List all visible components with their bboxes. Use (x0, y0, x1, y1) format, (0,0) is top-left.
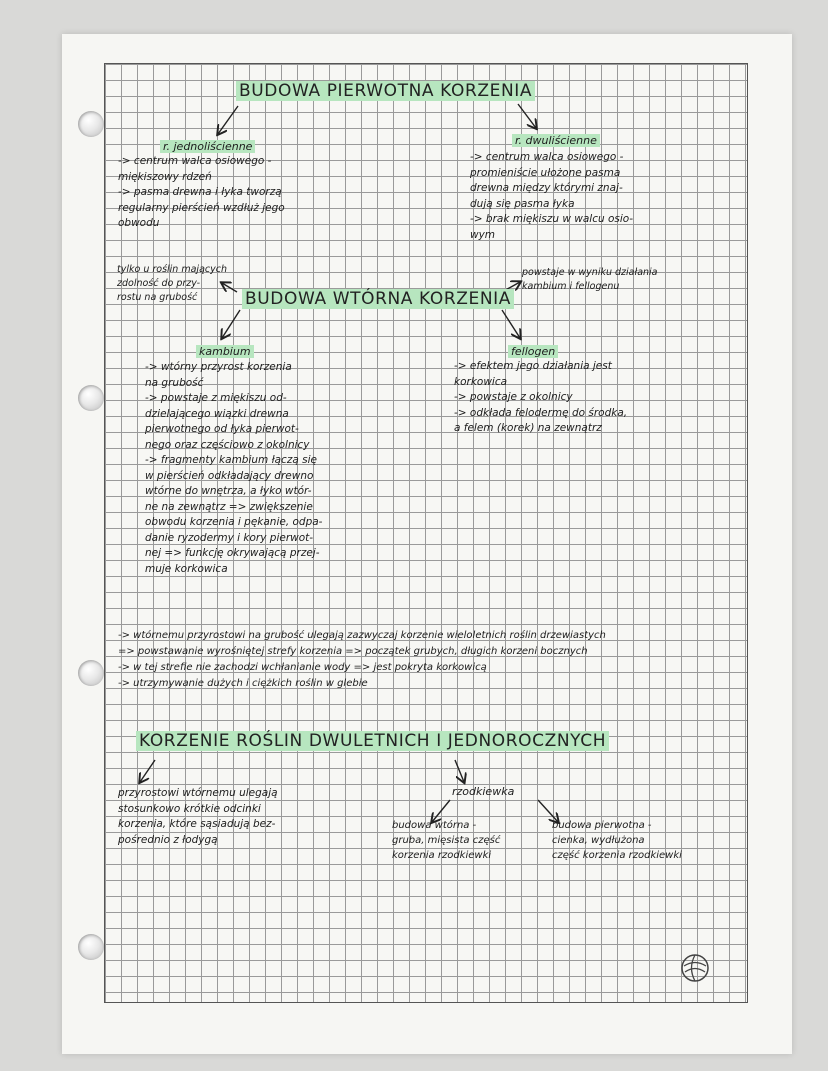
fellogen-heading: fellogen (508, 345, 558, 358)
globe-logo-icon (680, 953, 710, 983)
arrow-to-dicots (518, 104, 536, 128)
monocots-heading: r. jednoliścienne (160, 140, 255, 153)
note-thickening-plants: tylko u roślin mających zdolność do przy- rostu na grubość (117, 264, 227, 303)
note-cambium-fellogen: powstaje w wyniku działania kambium i fellogenu (522, 267, 658, 292)
arrow-to-secondary-growth (140, 760, 155, 782)
radish-heading: rzodkiewka (452, 785, 515, 798)
cambium-heading: kambium (196, 345, 254, 358)
arrow-to-cambium (222, 310, 240, 338)
title-primary-root: BUDOWA PIERWOTNA KORZENIA (236, 81, 535, 101)
arrow-to-monocots (218, 106, 238, 134)
dicots-body: -> centrum walca osiowego - promieniście ułożone pasma drewna między którymi znaj- dują się pasma łyka -> brak miękiszu w walcu osio- wym (470, 151, 633, 241)
fellogen-body: -> efektem jego działania jest korkowica -> powstaje z okolnicy -> odkłada felodermę do środka, a felem (korek) na zewnątrz (454, 360, 628, 434)
arrow-to-radish (455, 760, 464, 782)
secondary-growth-short-segments: przyrostowi wtórnemu ulegają stosunkowo krótkie odcinki korzenia, które sąsiadują bez- pośrednio z łodygą (118, 787, 278, 846)
secondary-growth-summary: -> wtórnemu przyrostowi na grubość ulegają zazwyczaj korzenie wieloletnich roślin drzewiastych => powstawanie wyrośniętej strefy korzenia => początek grubych, długich korzeni bocznych -> w tej strefie nie zachodzi wchłanianie wody => jest pokryta korkowicą -> utrzymywanie dużych i ciężkich roślin w glebie (118, 630, 606, 689)
arrow-to-fellogen (502, 310, 520, 338)
title-secondary-root: BUDOWA WTÓRNA KORZENIA (242, 289, 514, 309)
cambium-body: -> wtórny przyrost korzenia na grubość -> powstaje z miękiszu od- dzielającego wiązki drewna pierwotnego od łyka pierwot- nego oraz częściowo z okolnicy -> fragmenty kambium łączą się w pierścień odkładający drewno wtórne do wnętrza, a łyko wtór- ne na zewnątrz => zwiększenie obwodu korzenia i pękanie, odpa- danie ryzodermy i kory pierwot- nej => funkcję okrywającą przej- muje korkowica (145, 361, 323, 575)
radish-primary-structure: budowa pierwotna - cienka, wydłużona część korzenia rzodkiewki (552, 820, 682, 861)
dicots-heading: r. dwuliścienne (512, 134, 600, 147)
title-biennial-annual-roots: KORZENIE ROŚLIN DWULETNICH I JEDNOROCZNYCH (136, 731, 609, 751)
monocots-body: -> centrum walca osiowego - miękiszowy rdzeń -> pasma drewna i łyka tworzą regularny pierścień wzdłuż jego obwodu (118, 155, 285, 229)
radish-secondary-structure: budowa wtórna - gruba, mięsista część korzenia rzodkiewki (392, 820, 501, 861)
